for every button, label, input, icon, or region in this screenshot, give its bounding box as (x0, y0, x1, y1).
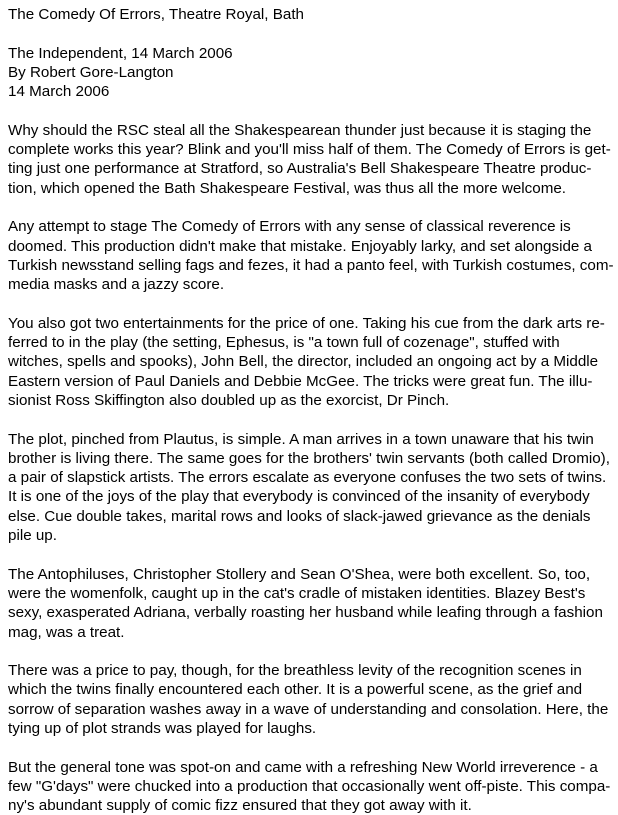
text-line: Why should the RSC steal all the Shakespearean thunder just because it is staging the (8, 121, 592, 139)
byline: By Robert Gore-Langton (8, 63, 174, 81)
paragraph-6 (8, 661, 612, 738)
article-heading (8, 5, 612, 24)
text-line: media masks and a jazzy score. (8, 276, 225, 294)
text-line: witches, spells and spooks), John Bell, the director, included an ongoing act by a Middle (8, 353, 599, 371)
text-line: pile up. (8, 527, 57, 545)
paragraph-3 (8, 314, 612, 410)
text-line: mag, was a treat. (8, 623, 125, 641)
text-line: else. Cue double takes, marital rows and looks of slack-jawed grievance as the denials (8, 507, 591, 525)
paragraph-5 (8, 565, 612, 642)
text-line: sionist Ross Skiffington also doubled up as the exorcist, Dr Pinch. (8, 391, 450, 409)
text-line: sexy, exasperated Adriana, verbally roasting her husband while leafing through a fashion (8, 604, 603, 622)
text-line: Turkish newsstand selling fags and fezes, it had a panto feel, with Turkish costumes, com- (8, 256, 614, 274)
text-line: You also got two entertainments for the price of one. Taking his cue from the dark arts re- (8, 314, 605, 332)
text-line: There was a price to pay, though, for the breathless levity of the recognition scenes in (8, 662, 582, 680)
text-line: Eastern version of Paul Daniels and Debbie McGee. The tricks were great fun. The illu- (8, 372, 593, 390)
text-line: complete works this year? Blink and you'll miss half of them. The Comedy of Errors is get- (8, 141, 611, 159)
article-date: 14 March 2006 (8, 83, 110, 101)
text-line: Any attempt to stage The Comedy of Errors with any sense of classical reverence is (8, 218, 571, 236)
text-line: were the womenfolk, caught up in the cat's cradle of mistaken identities. Blazey Best's (8, 584, 586, 602)
text-line: sorrow of separation washes away in a wave of understanding and consolation. Here, the (8, 700, 609, 718)
text-line: a pair of slapstick artists. The errors escalate as everyone confuses the two sets of twins. (8, 469, 607, 487)
text-line: which the twins finally encountered each other. It is a powerful scene, as the grief and (8, 681, 583, 699)
text-line: tying up of plot strands was played for laughs. (8, 719, 317, 737)
paragraph-7 (8, 758, 612, 815)
text-line: ting just one performance at Stratford, so Australia's Bell Shakespeare Theatre produc- (8, 160, 592, 178)
text-line: tion, which opened the Bath Shakespeare Festival, was thus all the more welcome. (8, 179, 567, 197)
article-meta (8, 44, 612, 102)
text-line: ferred to in the play (the setting, Ephesus, is "a town full of cozenage", stuffed with (8, 334, 560, 352)
text-line: The plot, pinched from Plautus, is simple. A man arrives in a town unaware that his twin (8, 430, 594, 448)
text-line: doomed. This production didn't make that mistake. Enjoyably larky, and set alongside a (8, 237, 593, 255)
text-line: But the general tone was spot-on and came with a refreshing New World irreverence - a (8, 758, 598, 776)
paragraph-4 (8, 430, 612, 546)
text-line: few "G'days" were chucked into a production that occasionally went off-piste. This compa- (8, 777, 611, 795)
article-page (8, 5, 612, 815)
paragraph-2 (8, 217, 612, 294)
text-line: brother is living there. The same goes for the brothers' twin servants (both called Dromio), (8, 449, 610, 467)
text-line: ny's abundant supply of comic fizz ensured that they got away with it. (8, 797, 472, 815)
article-title: The Comedy Of Errors, Theatre Royal, Bath (8, 6, 304, 23)
text-line: The Antophiluses, Christopher Stollery and Sean O'Shea, were both excellent. So, too, (8, 565, 591, 583)
text-line: It is one of the joys of the play that everybody is convinced of the insanity of everybody (8, 488, 590, 506)
paragraph-1 (8, 121, 612, 198)
publication-line: The Independent, 14 March 2006 (8, 44, 233, 62)
